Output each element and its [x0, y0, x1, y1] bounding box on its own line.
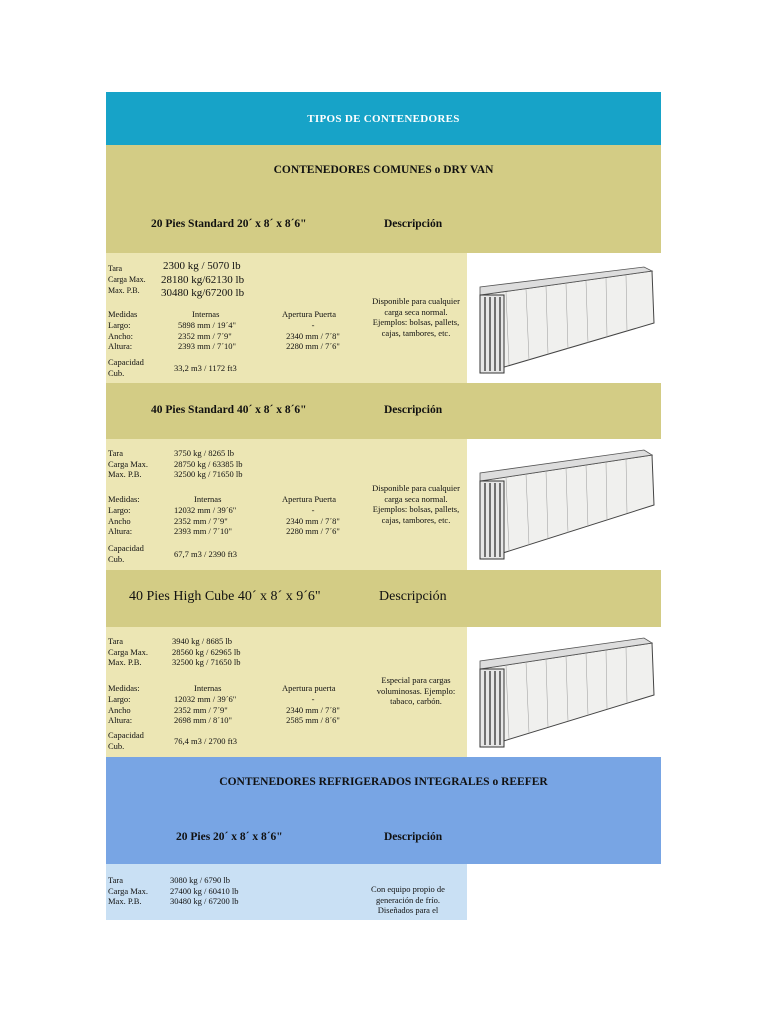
reefer-values: 3080 kg / 6790 lb 27400 kg / 60410 lb 30480 kg / 67200 lb [170, 875, 239, 906]
hc40-internas-label: Internas [194, 683, 222, 693]
c20-labels: Tara Carga Max. Max. P.B. [108, 264, 146, 295]
c40-internas-label: Internas [194, 494, 222, 504]
hc40-title: 40 Pies High Cube 40´ x 8´ x 9´6" [129, 589, 321, 604]
c40-capacidad: 67,7 m3 / 2390 ft3 [174, 549, 238, 559]
reefer-c20-title: 20 Pies 20´ x 8´ x 8´6" [176, 831, 283, 843]
reefer-labels: Tara Carga Max. Max. P.B. [108, 875, 148, 906]
hc40-apertura-label: Apertura puerta [282, 683, 336, 693]
c20-internas-label: Internas [192, 309, 220, 319]
dryvan-heading: CONTENEDORES COMUNES o DRY VAN [273, 164, 494, 176]
reefer-description: Con equipo propio de generación de frío. Diseñados para el [371, 884, 445, 915]
hc40-description: Especial para cargas voluminosas. Ejemplo: tabaco, carbón. [376, 675, 456, 706]
c20-internas: 5898 mm / 19´4" 2352 mm / 7´9" 2393 mm / 7´10" [178, 320, 237, 351]
hc40-apertura: - 2340 mm / 7´8" 2585 mm / 8´6" [286, 694, 340, 725]
c40-title: 40 Pies Standard 40´ x 8´ x 8´6" [151, 404, 307, 416]
hc40-desc-header: Descripción [379, 589, 447, 604]
c40-capacidad-label: Capacidad Cub. [108, 543, 144, 564]
dryvan-header-band [106, 145, 661, 253]
hc40-medidas-label: Medidas: [108, 683, 140, 693]
hc40-labels: Tara Carga Max. Max. P.B. [108, 636, 148, 667]
page-title: TIPOS DE CONTENEDORES [106, 92, 661, 145]
reefer-heading: CONTENEDORES REFRIGERADOS INTEGRALES o REEFER [219, 776, 548, 788]
container-image-20ft [476, 263, 656, 383]
c40-medidas-label: Medidas: [108, 494, 140, 504]
c20-capacidad: 33,2 m3 / 1172 ft3 [174, 363, 237, 373]
c40-apertura-label: Apertura Puerta [282, 494, 337, 504]
hc40-capacidad-label: Capacidad Cub. [108, 730, 144, 751]
hc40-header-band [106, 570, 661, 627]
container-image-40ft [476, 447, 656, 567]
c20-title: 20 Pies Standard 20´ x 8´ x 8´6" [151, 218, 307, 230]
c20-medidas-label: Medidas [108, 309, 138, 319]
hc40-dim-labels: Largo: Ancho Altura: [108, 694, 133, 725]
c20-capacidad-label: Capacidad Cub. [108, 357, 144, 378]
reefer-header-band [106, 757, 661, 864]
hc40-values: 3940 kg / 8685 lb 28560 kg / 62965 lb 32500 kg / 71650 lb [172, 636, 241, 667]
hc40-row [106, 627, 661, 757]
c40-apertura: - 2340 mm / 7´8" 2280 mm / 7´6" [286, 505, 340, 536]
reefer-desc-header: Descripción [384, 831, 443, 843]
c20-apertura: - 2340 mm / 7´8" 2280 mm / 7´6" [286, 320, 340, 351]
c20-desc-header: Descripción [384, 218, 443, 230]
c40-description: Disponible para cualquier carga seca normal. Ejemplos: bolsas, pallets, cajas, tambores, etc. [372, 483, 460, 525]
c40-desc-header: Descripción [384, 404, 443, 416]
c20-description: Disponible para cualquier carga seca normal. Ejemplos: bolsas, pallets, cajas, tambores, etc. [372, 296, 460, 338]
c20-values: 2300 kg / 5070 lb 28180 kg/62130 lb 30480 kg/67200 lb [161, 260, 245, 299]
c20-dim-labels: Largo: Ancho: Altura: [108, 320, 134, 351]
c40-dim-labels: Largo: Ancho Altura: [108, 505, 133, 536]
c20-row [106, 253, 661, 383]
c40-values: 3750 kg / 8265 lb 28750 kg / 63385 lb 32500 kg / 71650 lb [174, 448, 243, 479]
c40-labels: Tara Carga Max. Max. P.B. [108, 448, 148, 479]
reefer-row [106, 864, 467, 920]
c20-apertura-label: Apertura Puerta [282, 309, 337, 319]
hc40-internas: 12032 mm / 39´6" 2352 mm / 7´9" 2698 mm / 8´10" [174, 694, 237, 725]
c40-internas: 12032 mm / 39´6" 2352 mm / 7´9" 2393 mm / 7´10" [174, 505, 237, 536]
hc40-capacidad: 76,4 m3 / 2700 ft3 [174, 736, 238, 746]
c40-header-band [106, 383, 661, 439]
container-image-high-cube [476, 633, 656, 753]
c40-row [106, 439, 661, 570]
